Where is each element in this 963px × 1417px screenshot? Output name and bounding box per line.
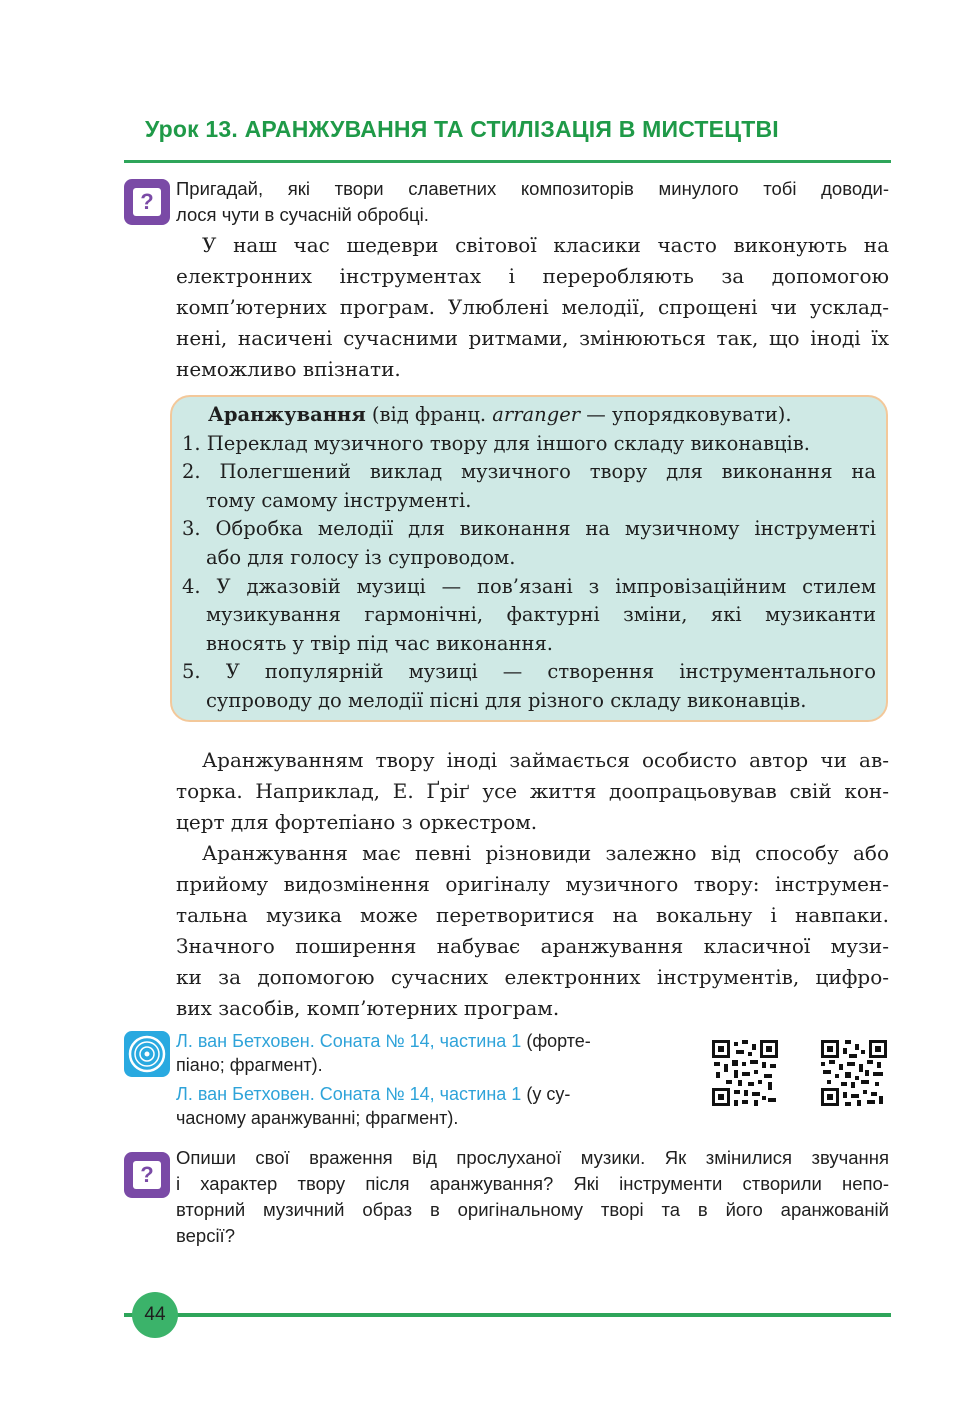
question-1 <box>176 176 889 228</box>
definition-item-cont: тому самому інструменті. <box>206 488 472 512</box>
lesson-title: Урок 13. АРАНЖУВАННЯ ТА СТИЛІЗАЦІЯ В МИСТЕЦТВІ <box>145 116 779 142</box>
audio-disc-icon <box>124 1031 170 1077</box>
title-underline <box>124 160 891 163</box>
question-glyph: ? <box>133 188 161 216</box>
paragraph-3-line: прийому видозмінення оригіналу музичного твору: інструмен- <box>176 872 889 896</box>
definition-item: 3. Обробка мелодії для виконання на музичному інструменті <box>182 517 876 541</box>
qr-code-track-1[interactable] <box>712 1040 778 1106</box>
question-2-line: і характер твору після аранжування? Які інструменти створили непо- <box>176 1173 889 1194</box>
track-2-note-cont: часному аранжуванні; фрагмент). <box>176 1108 459 1128</box>
track-1-note: (форте- <box>521 1031 591 1051</box>
paragraph-3 <box>176 838 889 1024</box>
paragraph-2 <box>176 745 889 838</box>
listening-list <box>176 1029 688 1130</box>
definition-item: 5. У популярній музиці — створення інструментального <box>182 660 876 684</box>
qr-code-icon <box>821 1040 887 1106</box>
track-2-note: (у су- <box>521 1084 571 1104</box>
qr-code-icon <box>712 1040 778 1106</box>
paragraph-2-line: церт для фортепіано з оркестром. <box>176 810 538 834</box>
paragraph-1-line: неможливо впізнати. <box>176 357 401 381</box>
question-1-line: лося чути в сучасній обробці. <box>176 204 429 225</box>
definition-item-cont: музикування гармонічні, фактурні зміни, які музиканти <box>206 603 876 627</box>
definition-item: 1. Переклад музичного твору для іншого складу виконавців. <box>182 431 810 455</box>
definition-term: Аранжування <box>208 403 366 426</box>
definition-item-cont: супроводу до мелодії пісні для різного складу виконавців. <box>206 688 807 712</box>
track-1-note-cont: піано; фрагмент). <box>176 1055 323 1075</box>
question-2-line: Опиши свої враження від прослуханої музики. Як змінилися звучання <box>176 1147 889 1168</box>
paragraph-3-line: тальна музика може перетворитися на вокальну і навпаки. <box>176 903 889 927</box>
page-number: 44 <box>132 1292 178 1338</box>
definition-item-cont: вносять у твір під час виконання. <box>206 631 553 655</box>
definition-intro-before: (від франц. <box>365 403 493 426</box>
paragraph-3-line: Аранжування має певні різновиди залежно від способу або <box>202 841 889 865</box>
definition-intro-after: — упорядковувати). <box>580 403 792 426</box>
question-1-line: Пригадай, які твори славетних композиторів минулого тобі доводи- <box>176 178 889 199</box>
question-2-line: версії? <box>176 1225 235 1246</box>
paragraph-3-line: ки за допомогою сучасних електронних інструментів, цифро- <box>176 965 889 989</box>
footer-rule <box>124 1313 891 1317</box>
definition-item: 2. Полегшений виклад музичного твору для виконання на <box>182 460 876 484</box>
paragraph-1-line: комп’ютерних програм. Улюблені мелодії, спрощені чи усклад- <box>176 295 889 319</box>
question-mark-icon <box>124 1152 170 1198</box>
track-1-link[interactable]: Л. ван Бетховен. Соната № 14, частина 1 <box>176 1031 522 1051</box>
track-2-link[interactable]: Л. ван Бетховен. Соната № 14, частина 1 <box>176 1084 522 1104</box>
paragraph-1-line: нені, насичені сучасними ритмами, змінюються так, що іноді їх <box>176 326 889 350</box>
paragraph-1-line: електронних інструментах і переробляють за допомогою <box>176 264 889 288</box>
paragraph-3-line: вих засобів, комп’ютерних програм. <box>176 996 560 1020</box>
definition-intro <box>182 401 876 430</box>
definition-item: 4. У джазовій музиці — пов’язані з імпровізаційним стилем <box>182 574 876 598</box>
listening-item-2 <box>176 1082 688 1106</box>
listening-item-1 <box>176 1029 688 1053</box>
question-2-line: вторний музичний образ в оригінальному творі та в його аранжованій <box>176 1199 889 1220</box>
definition-text <box>182 401 876 716</box>
paragraph-3-line: Значного поширення набуває аранжування класичної музи- <box>176 934 889 958</box>
definition-item-cont: або для голосу із супроводом. <box>206 545 516 569</box>
definition-origin-word: arranger <box>492 403 581 426</box>
qr-code-track-2[interactable] <box>821 1040 887 1106</box>
paragraph-1-line: У наш час шедеври світової класики часто виконують на <box>202 233 889 257</box>
question-glyph: ? <box>133 1161 161 1189</box>
paragraph-1 <box>176 230 889 385</box>
question-mark-icon <box>124 179 170 225</box>
question-2 <box>176 1145 889 1249</box>
paragraph-2-line: Аранжуванням твору іноді займається особисто автор чи ав- <box>202 748 889 772</box>
paragraph-2-line: торка. Наприклад, Е. Ґріґ усе життя доопрацьовував свій кон- <box>176 779 889 803</box>
